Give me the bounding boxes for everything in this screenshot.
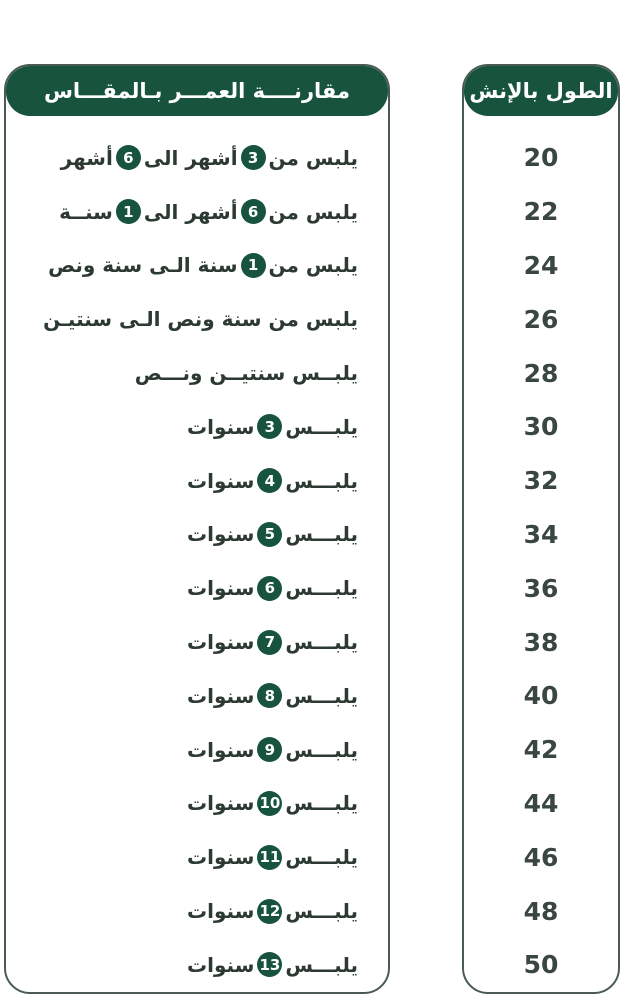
age-text: يلبـــس: [285, 414, 358, 439]
number-badge: 5: [257, 522, 282, 547]
length-value: 46: [523, 842, 559, 872]
age-row: [6, 185, 388, 239]
length-value: 44: [523, 788, 559, 818]
number-badge: 3: [257, 414, 282, 439]
length-value: 28: [523, 358, 559, 388]
age-row: [6, 454, 388, 508]
age-row: [6, 561, 388, 615]
age-text: يلبـــس: [285, 791, 358, 816]
age-text: سنوات: [187, 791, 255, 816]
age-text: يلبــس سنتيــن ونـــص: [134, 361, 358, 386]
age-text: يلبس من: [268, 145, 358, 170]
length-value: 22: [523, 197, 559, 227]
age-text: يلبـــس: [285, 683, 358, 708]
age-text: سنوات: [187, 737, 255, 762]
age-text: يلبس من: [268, 199, 358, 224]
length-value: 40: [523, 681, 559, 711]
age-text: سنوات: [187, 576, 255, 601]
length-value: 48: [523, 896, 559, 926]
age-text: يلبس من سنة ونص الـى سنتيـن: [43, 307, 358, 332]
number-badge: 6: [241, 199, 266, 224]
age-row: [6, 669, 388, 723]
age-row: [6, 938, 388, 992]
age-text: سنوات: [187, 845, 255, 870]
age-text: سنوات: [187, 952, 255, 977]
length-value: 26: [523, 304, 559, 334]
age-text: سنوات: [187, 683, 255, 708]
number-badge: 7: [257, 630, 282, 655]
number-badge: 12: [257, 899, 282, 924]
length-value: 20: [523, 143, 559, 173]
length-value: 38: [523, 627, 559, 657]
length-value: 24: [523, 250, 559, 280]
number-badge: 9: [257, 737, 282, 762]
number-badge: 3: [241, 145, 266, 170]
age-text: سنوات: [187, 522, 255, 547]
age-text: أشهر: [60, 145, 113, 170]
length-value: 34: [523, 519, 559, 549]
age-row: [6, 830, 388, 884]
age-text: سنوات: [187, 899, 255, 924]
age-text: سنة الـى سنة ونص: [48, 253, 238, 278]
age-text: أشهر الى: [143, 199, 238, 224]
number-badge: 11: [257, 845, 282, 870]
number-badge: 6: [257, 576, 282, 601]
age-row: [6, 239, 388, 293]
number-badge: 8: [257, 683, 282, 708]
age-rows-list: [6, 131, 388, 992]
age-text: يلبـــس: [285, 576, 358, 601]
number-badge: 1: [116, 199, 141, 224]
age-text: سنوات: [187, 630, 255, 655]
number-badge: 1: [241, 253, 266, 278]
age-row: [6, 400, 388, 454]
age-text: يلبـــس: [285, 845, 358, 870]
length-value: 32: [523, 466, 559, 496]
length-rows-list: [464, 131, 618, 992]
length-inch-panel: [462, 64, 620, 994]
age-text: يلبـــس: [285, 522, 358, 547]
length-inch-header: الطول بالإنش: [464, 66, 618, 116]
age-text: يلبـــس: [285, 899, 358, 924]
age-text: سنوات: [187, 468, 255, 493]
age-comparison-panel: [4, 64, 390, 994]
age-row: [6, 884, 388, 938]
length-value: 36: [523, 573, 559, 603]
age-text: يلبـــس: [285, 468, 358, 493]
age-row: [6, 131, 388, 185]
age-comparison-header: مقارنــــة العمـــر بـالمقـــاس: [6, 66, 388, 116]
age-text: سنوات: [187, 414, 255, 439]
age-text: يلبـــس: [285, 737, 358, 762]
age-text: يلبـــس: [285, 952, 358, 977]
age-row: [6, 346, 388, 400]
age-row: [6, 615, 388, 669]
age-row: [6, 723, 388, 777]
age-text: يلبـــس: [285, 630, 358, 655]
age-text: سنــة: [59, 199, 113, 224]
age-row: [6, 508, 388, 562]
number-badge: 10: [257, 791, 282, 816]
length-value: 42: [523, 735, 559, 765]
length-value: 30: [523, 412, 559, 442]
length-value: 50: [523, 950, 559, 980]
number-badge: 4: [257, 468, 282, 493]
number-badge: 13: [257, 952, 282, 977]
age-text: أشهر الى: [143, 145, 238, 170]
age-row: [6, 777, 388, 831]
age-text: يلبس من: [268, 253, 358, 278]
age-row: [6, 292, 388, 346]
number-badge: 6: [116, 145, 141, 170]
